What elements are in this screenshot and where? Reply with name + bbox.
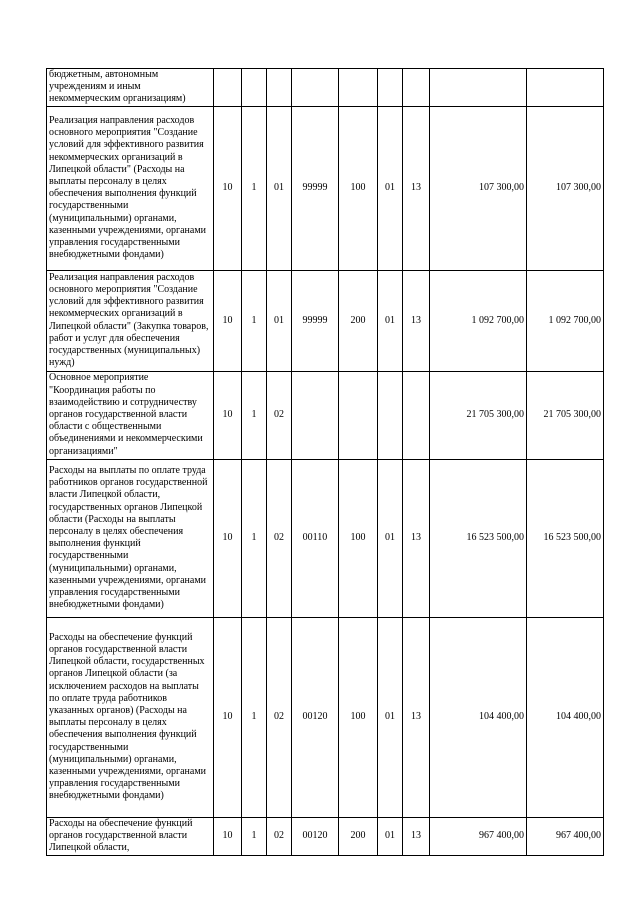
activity-code: 02 xyxy=(267,617,292,817)
activity-code: 02 xyxy=(267,459,292,617)
expense-type-code: 100 xyxy=(339,617,378,817)
amount-year-2: 1 092 700,00 xyxy=(527,270,604,371)
row-description: бюджетным, автономным учреждениям и иным некоммерческим организациям) xyxy=(47,69,214,107)
amount-year-2: 967 400,00 xyxy=(527,817,604,855)
subprogram-code: 1 xyxy=(242,459,267,617)
amount-year-1: 107 300,00 xyxy=(430,106,527,270)
expense-type-code: 100 xyxy=(339,459,378,617)
program-code: 10 xyxy=(214,270,242,371)
amount-year-1: 21 705 300,00 xyxy=(430,371,527,459)
subprogram-code: 1 xyxy=(242,617,267,817)
row-description: Расходы на обеспечение функций органов государственной власти Липецкой области, xyxy=(47,817,214,855)
amount-year-2: 107 300,00 xyxy=(527,106,604,270)
subsection-code: 13 xyxy=(403,817,430,855)
table-row xyxy=(47,817,604,855)
amount-year-2: 104 400,00 xyxy=(527,617,604,817)
amount-year-1: 1 092 700,00 xyxy=(430,270,527,371)
subsection-code xyxy=(403,371,430,459)
subsection-code xyxy=(403,69,430,107)
expense-type-code xyxy=(339,371,378,459)
subprogram-code: 1 xyxy=(242,371,267,459)
table-row xyxy=(47,371,604,459)
amount-year-1 xyxy=(430,69,527,107)
subprogram-code: 1 xyxy=(242,270,267,371)
amount-year-1: 104 400,00 xyxy=(430,617,527,817)
row-description: Расходы на выплаты по оплате труда работников органов государственной власти Липецкой области, государственных органов Липецкой области (Расходы на выплаты персоналу в целях обеспечения выполнения функций государственными (муниципальными) органами, казенными учреждениями, органами управления государственными внебюджетными фондами) xyxy=(47,459,214,617)
activity-code: 01 xyxy=(267,106,292,270)
subprogram-code: 1 xyxy=(242,106,267,270)
program-code: 10 xyxy=(214,817,242,855)
program-code: 10 xyxy=(214,617,242,817)
subsection-code: 13 xyxy=(403,617,430,817)
expense-type-code: 200 xyxy=(339,270,378,371)
amount-year-2 xyxy=(527,69,604,107)
activity-code: 02 xyxy=(267,371,292,459)
amount-year-2: 16 523 500,00 xyxy=(527,459,604,617)
row-description: Основное мероприятие "Координация работы по взаимодействию и сотрудничеству органов государственной власти области с общественными объединениями и некоммерческими организациями" xyxy=(47,371,214,459)
section-code: 01 xyxy=(378,270,403,371)
direction-code xyxy=(292,371,339,459)
table-row xyxy=(47,617,604,817)
section-code: 01 xyxy=(378,459,403,617)
table-row xyxy=(47,270,604,371)
budget-table xyxy=(46,68,604,856)
row-description: Реализация направления расходов основного мероприятия "Создание условий для эффективного развития некоммерческих организаций в Липецкой области" (Закупка товаров, работ и услуг для обеспечения государственных (муниципальных) нужд) xyxy=(47,270,214,371)
direction-code xyxy=(292,69,339,107)
activity-code: 02 xyxy=(267,817,292,855)
subprogram-code xyxy=(242,69,267,107)
direction-code: 99999 xyxy=(292,106,339,270)
amount-year-2: 21 705 300,00 xyxy=(527,371,604,459)
section-code: 01 xyxy=(378,817,403,855)
direction-code: 99999 xyxy=(292,270,339,371)
expense-type-code: 200 xyxy=(339,817,378,855)
table-row xyxy=(47,106,604,270)
section-code xyxy=(378,371,403,459)
activity-code xyxy=(267,69,292,107)
program-code: 10 xyxy=(214,106,242,270)
activity-code: 01 xyxy=(267,270,292,371)
section-code: 01 xyxy=(378,106,403,270)
direction-code: 00120 xyxy=(292,817,339,855)
subsection-code: 13 xyxy=(403,270,430,371)
subprogram-code: 1 xyxy=(242,817,267,855)
program-code: 10 xyxy=(214,371,242,459)
subsection-code: 13 xyxy=(403,106,430,270)
amount-year-1: 967 400,00 xyxy=(430,817,527,855)
section-code xyxy=(378,69,403,107)
direction-code: 00110 xyxy=(292,459,339,617)
program-code: 10 xyxy=(214,459,242,617)
direction-code: 00120 xyxy=(292,617,339,817)
program-code xyxy=(214,69,242,107)
expense-type-code xyxy=(339,69,378,107)
subsection-code: 13 xyxy=(403,459,430,617)
table-row xyxy=(47,69,604,107)
row-description: Расходы на обеспечение функций органов государственной власти Липецкой области, государственных органов Липецкой области (за исключением расходов на выплаты по оплате труда работников указанных органов) (Расходы на выплаты персоналу в целях обеспечения выполнения функций государственными (муниципальными) органами, казенными учреждениями, органами управления государственными внебюджетными фондами) xyxy=(47,617,214,817)
amount-year-1: 16 523 500,00 xyxy=(430,459,527,617)
row-description: Реализация направления расходов основного мероприятия "Создание условий для эффективного развития некоммерческих организаций в Липецкой области" (Расходы на выплаты персоналу в целях обеспечения выполнения функций государственными (муниципальными) органами, казенными учреждениями, органами управления государственными внебюджетными фондами) xyxy=(47,106,214,270)
section-code: 01 xyxy=(378,617,403,817)
table-row xyxy=(47,459,604,617)
expense-type-code: 100 xyxy=(339,106,378,270)
